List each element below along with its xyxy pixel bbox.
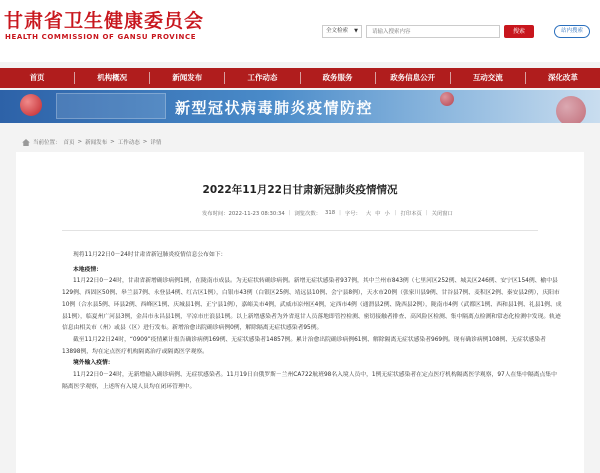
- meta-divider: |: [425, 210, 428, 216]
- meta-divider: |: [394, 210, 397, 216]
- virus-icon: [20, 94, 42, 116]
- local-epidemic-heading: 本地疫情：: [73, 266, 102, 273]
- view-count-label: 浏览次数：: [294, 211, 322, 217]
- article-meta: [202, 209, 453, 217]
- cumulative-paragraph: 截至11月22日24时，“0909”疫情累计报告确诊病例169例、无症状感染者14857例。累计治愈出院确诊病例61例、解除隔离无症状感染者969例。现有确诊病例108例、无症状感染者13898例，均在定点医疗机构隔离治疗或隔离医学观察。: [62, 336, 546, 355]
- breadcrumb-sep: >: [110, 139, 115, 145]
- title-divider: [62, 230, 538, 231]
- epidemic-banner[interactable]: [0, 90, 600, 123]
- nav-item-about[interactable]: 机构概况: [97, 73, 128, 82]
- search-button[interactable]: 搜索: [504, 25, 534, 38]
- view-count: 318: [325, 210, 336, 216]
- font-small-button[interactable]: 小: [384, 211, 390, 217]
- nav-item-reform[interactable]: 深化改革: [547, 73, 578, 82]
- banner-decoration: [56, 93, 166, 119]
- site-header: [0, 0, 600, 62]
- print-button[interactable]: 打印本页: [400, 211, 422, 217]
- breadcrumb-sep: >: [142, 139, 148, 145]
- search-scope-value: 全文检索: [326, 28, 349, 34]
- chevron-down-icon: ▼: [354, 28, 358, 34]
- imported-epidemic-paragraph: 11月22日0－24时，无新增输入确诊病例、无症状感染者。11月19日自俄罗斯－兰州CA722航班98名入境人员中，1例无症状感染者在定点医疗机构隔离医学观察，97人在集中隔离点集中隔离医学观察，上述所有入境人员均在闭环管理中。: [62, 372, 557, 390]
- font-medium-button[interactable]: 中: [375, 211, 381, 217]
- publish-date: 发布时间：2022-11-23 08:30:34: [202, 211, 285, 217]
- nav-item-services[interactable]: 政务服务: [322, 73, 353, 82]
- home-icon: [22, 139, 30, 146]
- virus-icon: [556, 96, 586, 123]
- meta-divider: |: [339, 210, 341, 216]
- nav-item-disclosure[interactable]: 政务信息公开: [390, 73, 436, 82]
- breadcrumb-home[interactable]: 首页: [63, 140, 75, 146]
- imported-epidemic-heading: 境外输入疫情：: [73, 360, 114, 367]
- article-container: [16, 152, 584, 473]
- breadcrumb-news[interactable]: 新闻发布: [85, 140, 108, 146]
- search-input[interactable]: [366, 25, 500, 38]
- site-logo-title[interactable]: 甘肃省卫生健康委员会: [4, 10, 205, 32]
- breadcrumb: [22, 138, 161, 146]
- article-body: [62, 250, 562, 393]
- article-intro: 现将11月22日0－24时甘肃省新冠肺炎疫情信息公布如下：: [73, 252, 227, 258]
- font-large-button[interactable]: 大: [365, 211, 372, 217]
- nav-item-news[interactable]: 新闻发布: [172, 73, 203, 82]
- font-size-label: 字号：: [344, 211, 361, 217]
- nav-item-work[interactable]: 工作动态: [247, 73, 278, 82]
- local-epidemic-paragraph: 11月22日0－24时，甘肃省新增确诊病例1例，在陇南市成县。为无症状转确诊病例。新增无症状感染者937例，其中兰州市843例（七里河区252例、城关区246例、安宁区154例、榆中县129例、西固区50例、皋兰县7例、永登县4例、红古区1例），白银市43例（白银区25例、靖远县10例、会宁县8例），天水市20例（张家川县9例、甘谷县7例、麦积区2例、秦安县2例），庆阳市10例（合水县5例、环县2例、西峰区1例、庆城县1例、正宁县1例），嘉峪关市4例，武威市凉州区4例，定西市4例（通渭县2例、陇西县2例），陇南市4例（武都区1例、西和县1例、礼县1例、成县1例），临夏州广河县3例，金昌市永昌县1例，平凉市庄浪县1例。以上新增感染者为外省返甘人员落地即管控检测、密切接触者排查、高风险区检测、集中隔离点检测和常态化检测中发现。轨迹信息由相关市（州）或县（区）进行发布。新增治愈出院确诊病例0例，解除隔离无症状感染者95例。: [62, 278, 562, 332]
- search-scope-select[interactable]: [322, 25, 362, 38]
- close-window-button[interactable]: 关闭窗口: [431, 211, 453, 217]
- breadcrumb-sep: >: [77, 139, 83, 145]
- virus-icon: [440, 92, 454, 106]
- breadcrumb-label: 当前位置：: [33, 140, 61, 146]
- breadcrumb-work[interactable]: 工作动态: [117, 140, 140, 146]
- article-title: 2022年11月22日甘肃新冠肺炎疫情情况: [202, 184, 398, 196]
- nav-item-home[interactable]: 首页: [29, 73, 45, 82]
- site-logo-subtitle: HEALTH COMMISSION OF GANSU PROVINCE: [5, 33, 197, 41]
- breadcrumb-detail: 详情: [150, 140, 162, 146]
- main-nav: [0, 68, 600, 88]
- font-size-options: [365, 209, 391, 217]
- banner-title: 新型冠状病毒肺炎疫情防控: [175, 99, 374, 117]
- nav-item-interaction[interactable]: 互动交流: [472, 73, 503, 82]
- meta-divider: |: [288, 210, 291, 216]
- site-search-button[interactable]: 站内搜索: [554, 25, 590, 38]
